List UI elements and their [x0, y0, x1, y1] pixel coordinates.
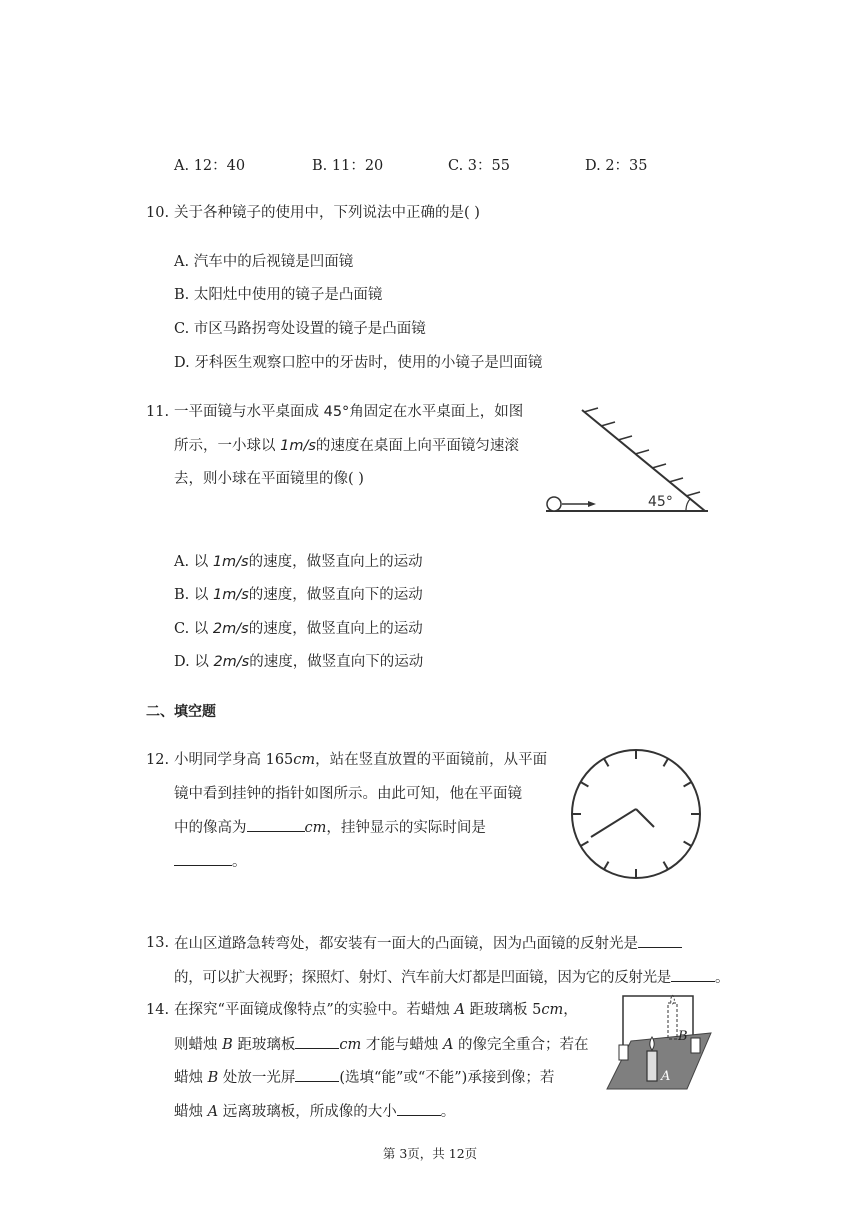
q10-option-c: C. 市区马路拐弯处设置的镜子是凸面镜	[174, 321, 426, 337]
q9-option-a: A. 12：40	[174, 158, 246, 174]
blank-image-height[interactable]	[247, 817, 305, 832]
q11-line-1: 一平面镜与水平桌面成 45°角固定在水平桌面上，如图	[174, 404, 524, 420]
q11-option-c: C. 以 2m/s的速度，做竖直向上的运动	[174, 621, 423, 637]
q13-line-1: 在山区道路急转弯处，都安装有一面大的凸面镜，因为凸面镜的反射光是	[174, 933, 682, 954]
q11-option-a: A. 以 1m/s的速度，做竖直向上的运动	[174, 554, 423, 570]
q13-number: 13.	[146, 935, 170, 951]
q12-line-2: 镜中看到挂钟的指针如图所示。由此可知，他在平面镜	[174, 786, 522, 802]
q10-stem: 关于各种镜子的使用中，下列说法中正确的是( )	[174, 205, 480, 221]
blank-distance-b[interactable]	[295, 1034, 339, 1049]
q12-line-4: 。	[174, 851, 247, 872]
q11-option-b: B. 以 1m/s的速度，做竖直向下的运动	[174, 587, 423, 603]
q11-line-3: 去，则小球在平面镜里的像( )	[174, 471, 364, 487]
blank-convex-light[interactable]	[638, 933, 682, 948]
q14-line-3: 蜡烛 B 处放一光屏 (选填“能”或“不能”)承接到像；若	[174, 1067, 554, 1088]
q11-option-d: D. 以 2m/s的速度，做竖直向下的运动	[174, 654, 424, 670]
q10-option-b: B. 太阳灶中使用的镜子是凸面镜	[174, 287, 383, 303]
q12-line-1: 小明同学身高 165cm，站在竖直放置的平面镜前，从平面	[174, 752, 548, 768]
q11-line-2: 所示，一小球以 1m/s的速度在桌面上向平面镜匀速滚	[174, 438, 519, 454]
q10-number: 10.	[146, 205, 170, 221]
clock-figure	[566, 745, 706, 883]
q12-line-3: 中的像高为 cm，挂钟显示的实际时间是	[174, 817, 486, 838]
q9-option-c: C. 3：55	[448, 158, 510, 174]
page-footer: 第 3页，共 12页	[382, 1146, 478, 1161]
q11-number: 11.	[146, 404, 170, 420]
section-title: 二、填空题	[146, 704, 216, 720]
label-b: B	[678, 1029, 688, 1044]
candle-experiment-figure	[605, 993, 717, 1093]
mirror-ball-figure	[540, 400, 715, 520]
blank-screen-image[interactable]	[295, 1067, 339, 1082]
q14-number: 14.	[146, 1002, 170, 1018]
figure-angle-label: 45°	[648, 494, 673, 510]
blank-actual-time[interactable]	[174, 851, 232, 866]
blank-concave-light[interactable]	[671, 967, 715, 982]
q14-line-2: 则蜡烛 B 距玻璃板 cm 才能与蜡烛 A 的像完全重合；若在	[174, 1034, 589, 1055]
q12-number: 12.	[146, 752, 170, 768]
q14-line-1: 在探究“平面镜成像特点”的实验中。若蜡烛 A 距玻璃板 5cm，	[174, 1002, 578, 1018]
q10-option-d: D. 牙科医生观察口腔中的牙齿时，使用的小镜子是凹面镜	[174, 355, 543, 371]
q9-option-b: B. 11：20	[312, 158, 384, 174]
q10-option-a: A. 汽车中的后视镜是凹面镜	[174, 254, 354, 270]
q13-line-2: 的，可以扩大视野；探照灯、射灯、汽车前大灯都是凹面镜，因为它的反射光是 。	[174, 967, 729, 988]
label-a: A	[661, 1069, 671, 1084]
q9-option-d: D. 2：35	[585, 158, 648, 174]
blank-image-size[interactable]	[397, 1101, 441, 1116]
q14-line-4: 蜡烛 A 远离玻璃板，所成像的大小 。	[174, 1101, 455, 1122]
